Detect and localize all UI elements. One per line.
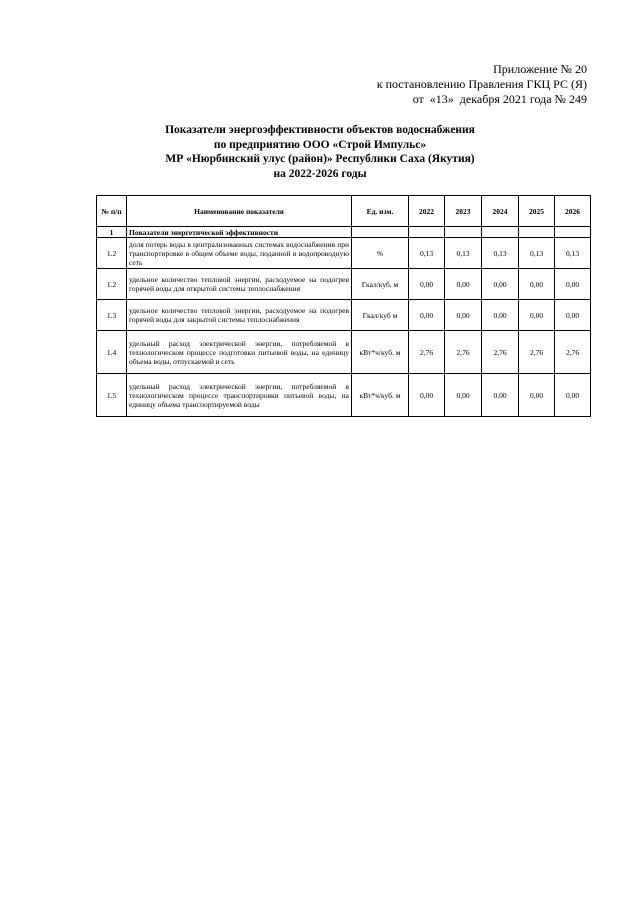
header-year-2022: 2022 — [409, 196, 445, 227]
value-2026: 0,00 — [555, 269, 591, 300]
title-line-1: Показатели энергоэффективности объектов водоснабжения — [165, 124, 475, 136]
value-2025: 2,76 — [519, 331, 555, 374]
value-2024: 0,00 — [482, 269, 519, 300]
header-year-2023: 2023 — [445, 196, 482, 227]
appendix-date: от «13» декабря 2021 года № 249 — [412, 92, 587, 106]
value-2025: 0,00 — [519, 269, 555, 300]
row-unit: кВт*ч/куб. м — [352, 374, 409, 417]
row-name: доля потерь воды в централизованных системах водоснабжения при транспортировке в общем объеме воды, поданной в водопроводную сеть — [127, 238, 352, 269]
section-name: Показатели энергетической эффективности — [127, 227, 352, 238]
row-name: удельный расход электрической энергии, потребляемой в технологическом процессе транспортировки питьевой воды, на единицу объема транспортируемой воды — [127, 374, 352, 417]
row-num: 1.4 — [97, 331, 127, 374]
value-2025: 0,13 — [519, 238, 555, 269]
title-line-2: по предприятию ООО «Строй Импульс» — [213, 138, 427, 151]
header-year-2024: 2024 — [482, 196, 519, 227]
value-2024: 2,76 — [482, 331, 519, 374]
value-2024: 0,13 — [482, 238, 519, 269]
header-num: № п/п — [97, 196, 127, 227]
document-title — [60, 123, 580, 181]
value-2026: 0,00 — [555, 374, 591, 417]
value-2023: 0,00 — [445, 300, 482, 331]
table-row — [97, 269, 591, 300]
value-2023: 2,76 — [445, 331, 482, 374]
row-num: 1.5 — [97, 374, 127, 417]
row-unit: Гкал/куб м — [352, 300, 409, 331]
row-unit: Гкал/куб. м — [352, 269, 409, 300]
header-year-2025: 2025 — [519, 196, 555, 227]
value-2022: 2,76 — [409, 331, 445, 374]
empty-cell — [445, 227, 482, 238]
empty-cell — [555, 227, 591, 238]
section-num: 1 — [97, 227, 127, 238]
value-2022: 0,00 — [409, 269, 445, 300]
title-line-4: на 2022-2026 годы — [273, 167, 367, 180]
row-unit: % — [352, 238, 409, 269]
value-2025: 0,00 — [519, 300, 555, 331]
row-name: удельное количество тепловой энергии, расходуемое на подогрев горячей воды для закрытой системы теплоснабжения — [127, 300, 352, 331]
appendix-header — [377, 62, 587, 107]
value-2026: 0,13 — [555, 238, 591, 269]
value-2024: 0,00 — [482, 374, 519, 417]
empty-cell — [409, 227, 445, 238]
appendix-number: Приложение № 20 — [493, 62, 587, 76]
table-row — [97, 238, 591, 269]
value-2023: 0,13 — [445, 238, 482, 269]
value-2022: 0,00 — [409, 374, 445, 417]
empty-cell — [519, 227, 555, 238]
appendix-resolution: к постановлению Правления ГКЦ РС (Я) — [376, 77, 587, 91]
row-num: 1.3 — [97, 300, 127, 331]
value-2025: 0,00 — [519, 374, 555, 417]
header-unit: Ед. изм. — [352, 196, 409, 227]
row-name: удельный расход электрической энергии, потребляемой в технологическом процессе подготовки питьевой воды, на единицу объема воды, отпускаемой в сеть — [127, 331, 352, 374]
title-line-3: МР «Нюрбинский улус (район)» Республики Саха (Якутия) — [165, 153, 475, 165]
header-year-2026: 2026 — [555, 196, 591, 227]
value-2023: 0,00 — [445, 269, 482, 300]
row-num: 1.2 — [97, 269, 127, 300]
indicators-table — [96, 195, 591, 417]
row-unit: кВт*ч/куб. м — [352, 331, 409, 374]
header-name: Наименование показателя — [127, 196, 352, 227]
table-header-row — [97, 196, 591, 227]
value-2023: 0,00 — [445, 374, 482, 417]
row-num: 1.2 — [97, 238, 127, 269]
value-2026: 0,00 — [555, 300, 591, 331]
table-row — [97, 374, 591, 417]
table-row — [97, 331, 591, 374]
empty-cell — [482, 227, 519, 238]
section-row — [97, 227, 591, 238]
value-2022: 0,13 — [409, 238, 445, 269]
value-2026: 2,76 — [555, 331, 591, 374]
row-name: удельное количество тепловой энергии, расходуемое на подогрев горячей воды для открытой системы теплоснабжения — [127, 269, 352, 300]
empty-cell — [352, 227, 409, 238]
value-2024: 0,00 — [482, 300, 519, 331]
table-row — [97, 300, 591, 331]
value-2022: 0,00 — [409, 300, 445, 331]
